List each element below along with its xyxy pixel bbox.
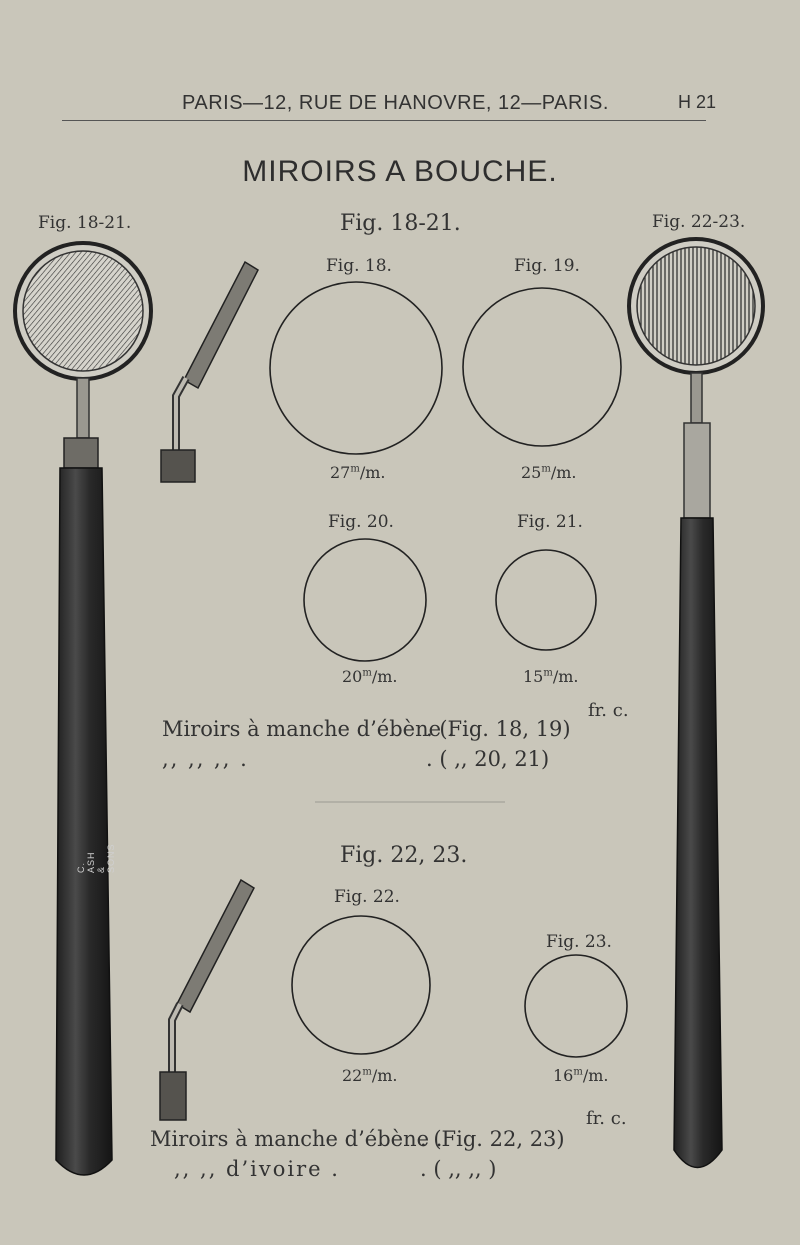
fig19-circle (463, 288, 621, 446)
fig23-label: Fig. 23. (546, 932, 612, 952)
fig19-label: Fig. 19. (514, 256, 580, 276)
fig22-23-right-label: Fig. 22-23. (652, 212, 746, 232)
price-row-2-desc: ,, ,, ,, . (162, 747, 249, 771)
price-row-4-desc: ,, ,, d’ivoire . (174, 1157, 340, 1181)
page-number: H 21 (678, 92, 717, 112)
page-header-address: PARIS—12, RUE DE HANOVRE, 12—PARIS. (182, 92, 609, 114)
fig20-circle (304, 539, 426, 661)
price-row-1-desc: Miroirs à manche d’ébène . (162, 717, 455, 741)
engraver-mark: C. ASH & SONS (76, 843, 116, 873)
fig18-circle (270, 282, 442, 454)
fig18-label: Fig. 18. (326, 256, 392, 276)
fig18-21-center-label: Fig. 18-21. (340, 211, 461, 236)
right-mirror-illustration (629, 239, 763, 1168)
angled-mirror-illustration-2 (160, 880, 254, 1120)
price-row-2-ref: . ( ,, 20, 21) (426, 747, 550, 771)
fig21-size: 15$^m$/m. (523, 667, 579, 686)
price-header-2: fr. c. (586, 1108, 627, 1129)
page-title: MIROIRS A BOUCHE. (242, 155, 558, 188)
fig22-23-center-label: Fig. 22, 23. (340, 843, 468, 868)
price-row-4-ref: . ( ,, ,, ) (420, 1157, 497, 1181)
fig23-circle (525, 955, 627, 1057)
price-row-3-ref: . (Fig. 22, 23) (420, 1127, 565, 1151)
fig22-size: 22$^m$/m. (342, 1066, 398, 1085)
price-header-1: fr. c. (588, 700, 629, 721)
fig22-circle (292, 916, 430, 1054)
angled-mirror-illustration-1 (161, 262, 258, 482)
fig21-circle (496, 550, 596, 650)
fig22-label: Fig. 22. (334, 887, 400, 907)
fig20-size: 20$^m$/m. (342, 667, 398, 686)
fig21-label: Fig. 21. (517, 512, 583, 532)
fig18-size: 27$^m$/m. (330, 463, 386, 482)
fig19-size: 25$^m$/m. (521, 463, 577, 482)
price-row-3-desc: Miroirs à manche d’ébène . (150, 1127, 443, 1151)
left-mirror-illustration (15, 243, 151, 1175)
fig23-size: 16$^m$/m. (553, 1066, 609, 1085)
price-row-1-ref: . (Fig. 18, 19) (426, 717, 571, 741)
fig20-label: Fig. 20. (328, 512, 394, 532)
fig18-21-left-label: Fig. 18-21. (38, 213, 132, 233)
